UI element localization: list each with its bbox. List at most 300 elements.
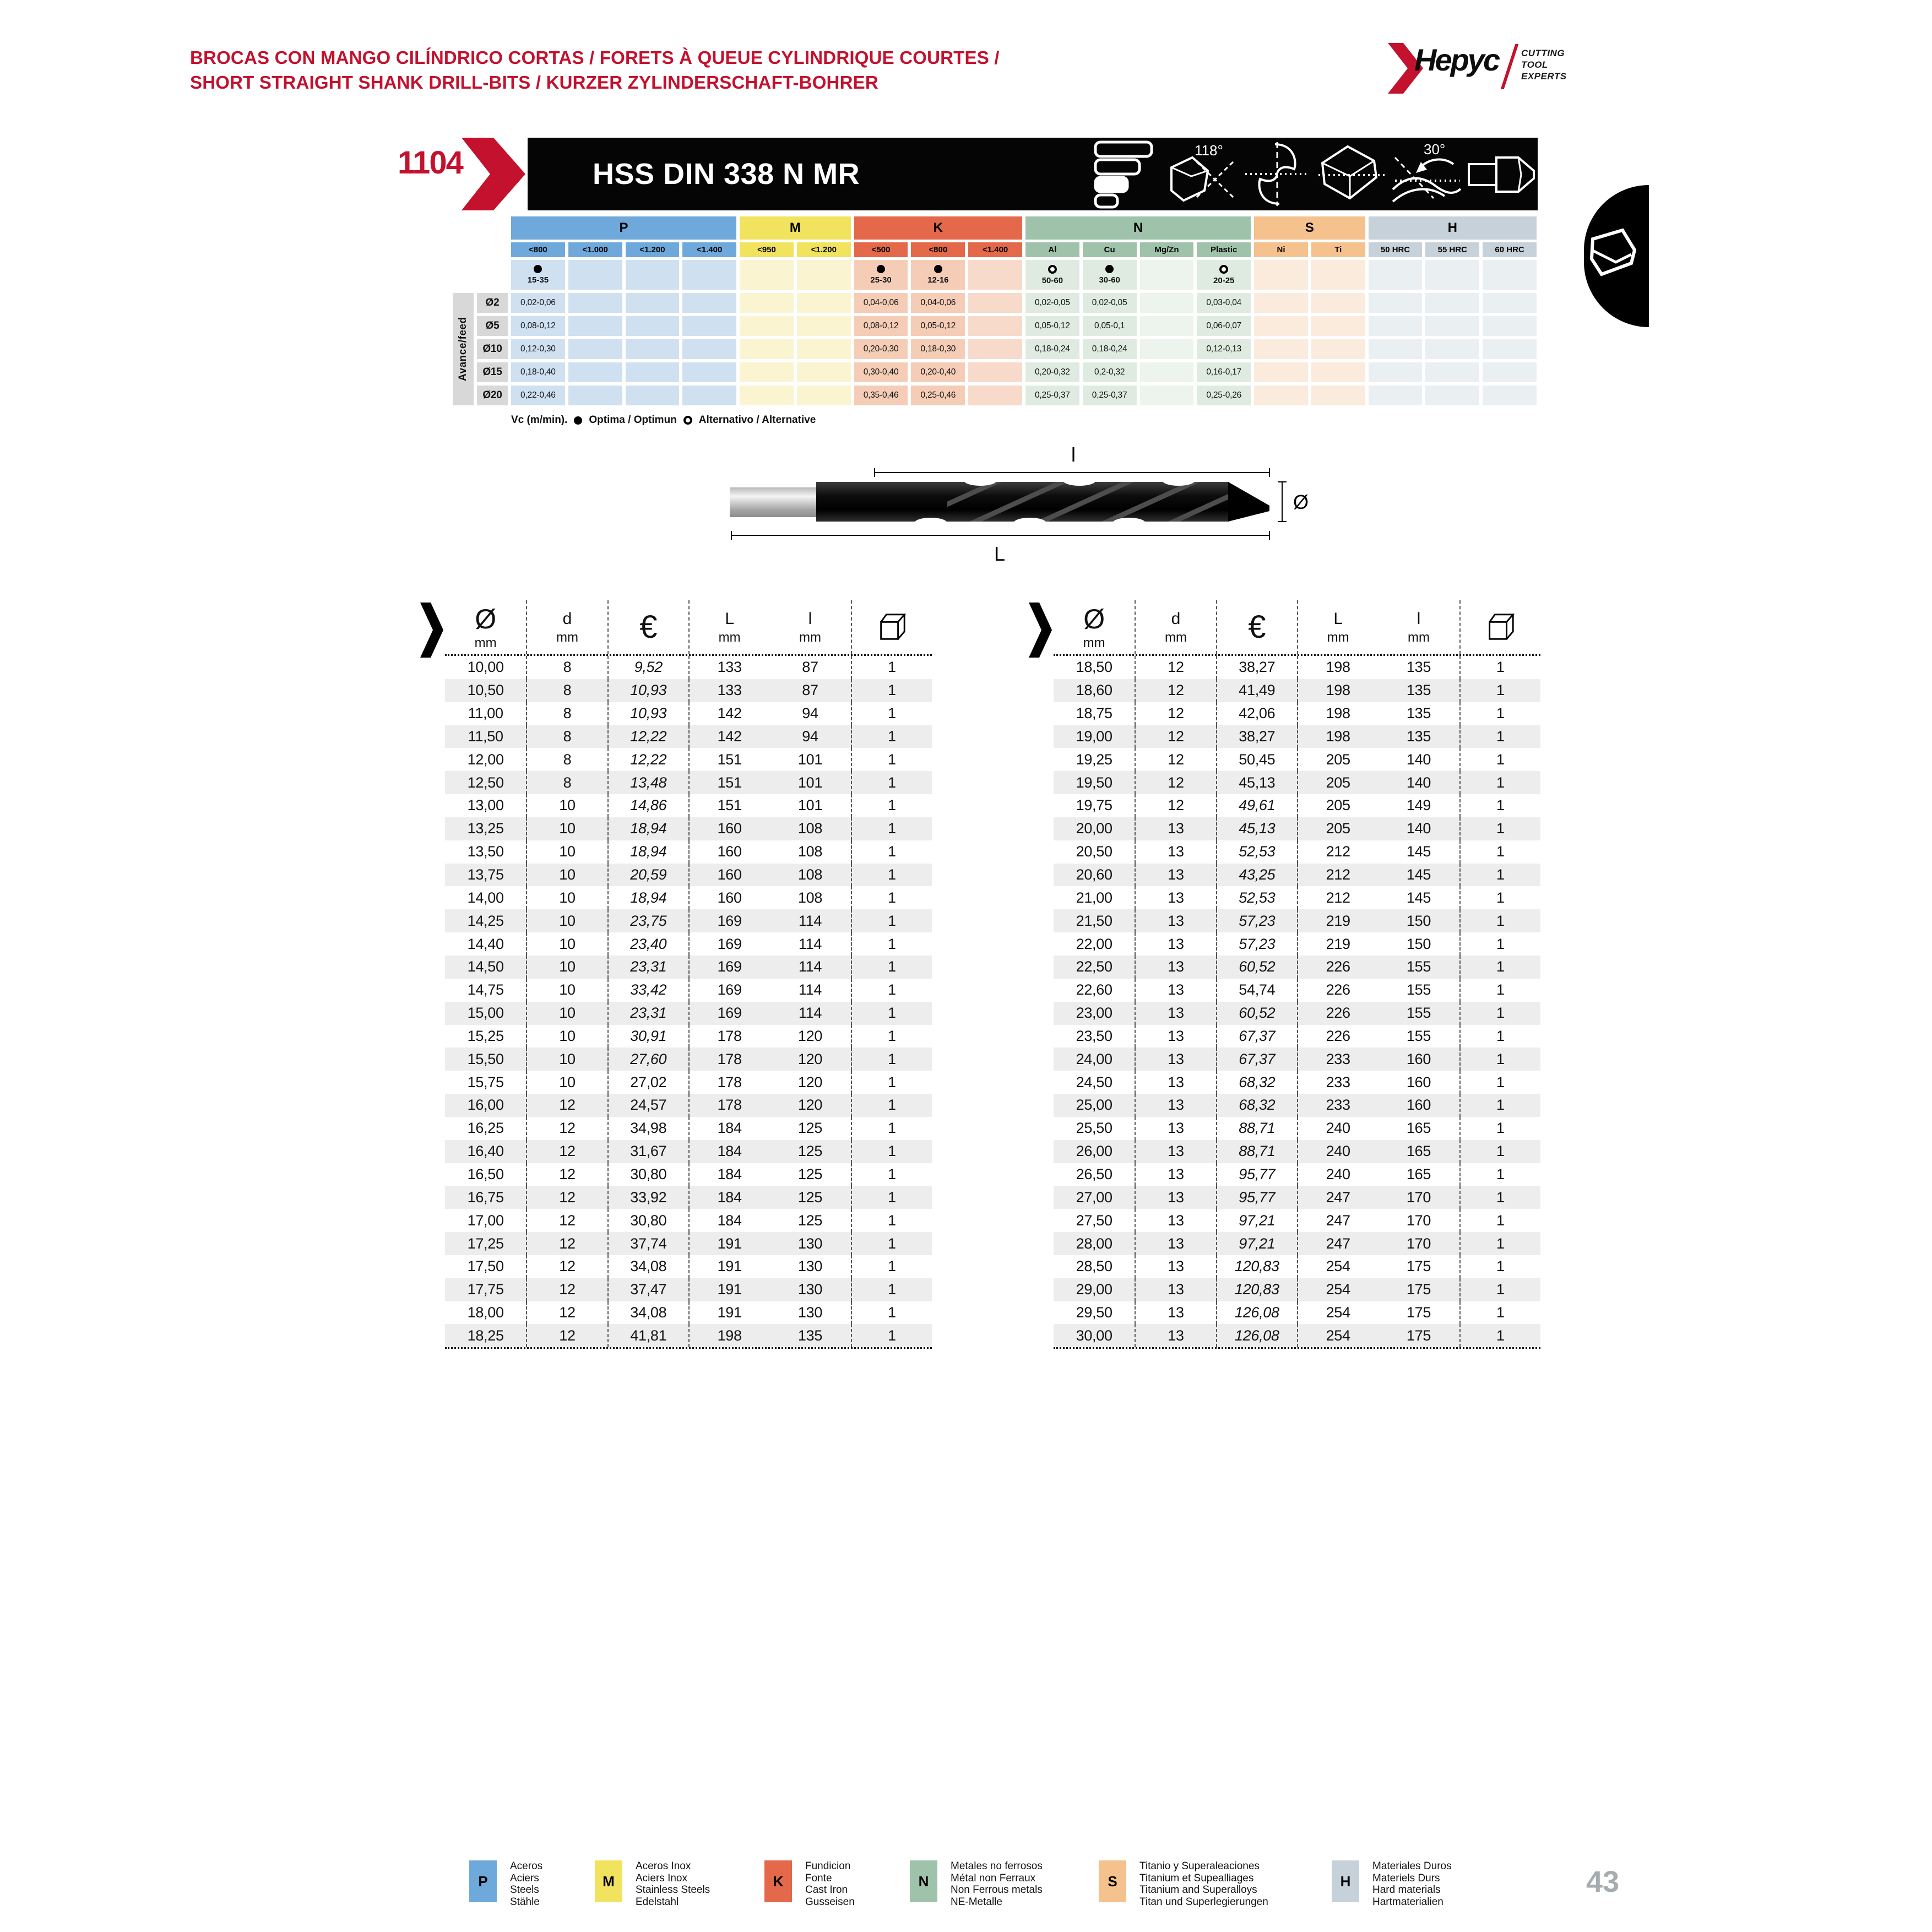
cell-pack-qty: 1: [851, 1278, 932, 1301]
cell-pack-qty: 1: [1459, 771, 1540, 794]
cell-pack-qty: 1: [1459, 1117, 1540, 1140]
cell-pack-qty: 1: [1459, 1186, 1540, 1209]
legend-item: [1099, 1860, 1268, 1908]
cell-diameter: 14,00: [467, 889, 504, 906]
cell-pack-qty: 1: [1459, 932, 1540, 956]
feed-cell: [968, 316, 1022, 336]
table-row: [1054, 1255, 1540, 1278]
cell-pack-qty: 1: [1459, 1278, 1540, 1301]
cell-total-length: 198: [1297, 702, 1378, 725]
feed-cell: [1254, 293, 1308, 313]
cell-total-length: 191: [688, 1278, 769, 1301]
cell-shank: 12: [1135, 748, 1215, 771]
cell-shank: 13: [1135, 1117, 1215, 1140]
table-row: [1054, 840, 1540, 864]
cell-flute-length: 130: [797, 1281, 823, 1298]
feed-cell: [968, 339, 1022, 359]
legend-item: [595, 1860, 710, 1908]
cell-price: 126,08: [1216, 1324, 1297, 1347]
cell-diameter: 15,25: [467, 1027, 504, 1044]
legend-item: [764, 1860, 855, 1908]
cell-pack-qty: 1: [851, 909, 932, 932]
cell-price: 13,48: [607, 771, 688, 794]
cell-shank: 13: [1135, 1163, 1215, 1186]
legend-item: [469, 1860, 542, 1908]
cell-total-length: 151: [688, 794, 769, 817]
box-icon: [1484, 611, 1516, 643]
cell-pack-qty: 1: [1459, 1209, 1540, 1232]
cell-pack-qty: 1: [1459, 817, 1540, 840]
cell-flute-length: 114: [798, 981, 822, 998]
cell-shank: 13: [1135, 1255, 1215, 1278]
table-chevron-icon: [1029, 603, 1052, 658]
product-code: 1104: [398, 145, 463, 181]
product-name: HSS DIN 338 N MR: [593, 158, 860, 191]
cell-flute-length: 155: [1406, 1027, 1431, 1044]
legend-swatch: M: [595, 1860, 622, 1902]
cell-total-length: 219: [1297, 909, 1378, 932]
logo-slash: [1501, 44, 1519, 89]
cell-flute-length: 160: [1406, 1073, 1431, 1090]
cell-flute-length: 135: [1406, 682, 1431, 699]
feed-cell: [1311, 293, 1365, 313]
table-chevron-icon: [420, 603, 443, 658]
catalog-header: [1054, 600, 1540, 656]
cell-pack-qty: 1: [851, 656, 932, 679]
drill-shank: [730, 487, 818, 517]
cell-pack-qty: 1: [1459, 1140, 1540, 1163]
cell-total-length: 191: [688, 1255, 769, 1278]
cell-price: 57,23: [1216, 932, 1297, 956]
cell-diameter: 22,60: [1076, 981, 1112, 998]
cell-total-length: 205: [1297, 771, 1378, 794]
table-row: [445, 1255, 932, 1278]
cell-shank: 12: [526, 1301, 607, 1325]
cell-diameter: 23,50: [1076, 1027, 1112, 1044]
table-row: [1054, 702, 1540, 725]
cell-flute-length: 125: [797, 1165, 823, 1182]
feed-cell: 0,04-0,06: [854, 293, 908, 313]
cell-flute-length: 114: [798, 935, 822, 952]
feed-cell: [568, 339, 622, 359]
brand-logo: [1388, 39, 1597, 99]
cell-price: 88,71: [1216, 1140, 1297, 1163]
cell-shank: 8: [526, 656, 607, 679]
feed-cell: 0,04-0,06: [911, 293, 965, 313]
cell-shank: 10: [526, 1025, 607, 1048]
feed-cell: 0,06-0,07: [1197, 316, 1251, 336]
cell-diameter: 24,00: [1076, 1050, 1112, 1067]
material-subcolumns-row: [511, 242, 1537, 257]
feed-cell: [1483, 339, 1537, 359]
feed-cell: [1483, 316, 1537, 336]
cell-price: 23,31: [607, 1002, 688, 1025]
cell-shank: 10: [526, 956, 607, 979]
logo-tagline: CUTTING TOOL EXPERTS: [1521, 48, 1567, 82]
page-title: [190, 45, 1000, 95]
table-row: [445, 1048, 932, 1071]
feed-cell: [1369, 316, 1423, 336]
vc-cell: [968, 260, 1022, 290]
cell-shank: 12: [526, 1186, 607, 1209]
table-row: [1054, 1186, 1540, 1209]
table-row: [445, 725, 932, 748]
cell-shank: 8: [526, 702, 607, 725]
table-row: [1054, 725, 1540, 748]
legend-swatch: K: [764, 1860, 792, 1902]
cell-shank: 12: [1135, 679, 1215, 702]
table-row: [445, 1117, 932, 1140]
cell-total-length: 212: [1297, 864, 1378, 887]
cell-price: 37,74: [607, 1232, 688, 1255]
hardness-bars-icon: [1091, 138, 1163, 210]
cell-pack-qty: 1: [851, 1071, 932, 1094]
feed-cell: [1254, 316, 1308, 336]
cell-pack-qty: 1: [851, 1002, 932, 1025]
logo-wordmark: Hepyc: [1414, 42, 1499, 77]
cell-flute-length: 120: [797, 1027, 823, 1044]
cell-flute-length: 120: [797, 1073, 823, 1090]
cell-flute-length: 120: [797, 1050, 823, 1067]
cell-price: 67,37: [1216, 1025, 1297, 1048]
feed-cell: [968, 386, 1022, 405]
cell-shank: 10: [526, 1002, 607, 1025]
cell-pack-qty: 1: [1459, 656, 1540, 679]
legend-text: Metales no ferrosos Métal non Ferraux Non Ferrous metals NE-Metalle: [951, 1860, 1043, 1908]
cell-diameter: 10,50: [467, 682, 504, 699]
vc-cell: [1083, 260, 1137, 290]
cell-diameter: 14,50: [467, 958, 504, 975]
cell-diameter: 24,50: [1076, 1073, 1112, 1090]
cell-diameter: 14,25: [467, 912, 504, 929]
cell-diameter: 18,25: [467, 1327, 504, 1344]
table-row: [1054, 956, 1540, 979]
col-header-price: €: [607, 600, 688, 654]
cell-price: 27,02: [607, 1071, 688, 1094]
cell-shank: 12: [526, 1255, 607, 1278]
table-row: [1054, 794, 1540, 817]
flute-length-label: l: [1071, 443, 1076, 466]
col-header-flute-length: l mm: [1408, 609, 1430, 645]
table-row: [445, 1071, 932, 1094]
cell-price: 10,93: [607, 702, 688, 725]
material-subcolumn-header: <1.400: [682, 242, 736, 257]
feed-cell: Ø5: [477, 316, 508, 336]
cell-total-length: 198: [1297, 656, 1378, 679]
cell-flute-length: 149: [1406, 797, 1431, 814]
cell-price: 68,32: [1216, 1071, 1297, 1094]
feed-cell: [682, 386, 736, 405]
cell-price: 68,32: [1216, 1094, 1297, 1117]
feed-cell: [626, 339, 680, 359]
cell-total-length: 169: [688, 1002, 769, 1025]
cell-pack-qty: 1: [851, 864, 932, 887]
cell-price: 88,71: [1216, 1117, 1297, 1140]
cell-diameter: 22,00: [1076, 935, 1112, 952]
cell-shank: 13: [1135, 1301, 1215, 1325]
table-row: [1054, 1278, 1540, 1301]
cell-shank: 12: [526, 1278, 607, 1301]
cell-price: 20,59: [607, 864, 688, 887]
cell-diameter: 12,00: [467, 751, 504, 768]
vc-cell: [1425, 260, 1479, 290]
cutting-data-header: [511, 216, 1537, 290]
cell-pack-qty: 1: [1459, 1255, 1540, 1278]
col-header-pack-qty: [851, 600, 932, 654]
table-row: [445, 794, 932, 817]
feed-cell: 0,12-0,30: [511, 339, 565, 359]
feed-cell: 0,18-0,40: [511, 362, 565, 382]
feed-cell: [626, 293, 680, 313]
cell-diameter: 18,75: [1076, 705, 1112, 722]
vc-cell: [1140, 260, 1194, 290]
legend-text: Aceros Aciers Steels Stähle: [510, 1860, 543, 1908]
point-angle-118-icon: [1166, 138, 1238, 210]
vc-range: 15-35: [527, 275, 549, 285]
cell-total-length: 254: [1297, 1255, 1378, 1278]
cell-total-length: 178: [688, 1025, 769, 1048]
table-row: [445, 1209, 932, 1232]
cell-price: 30,91: [607, 1025, 688, 1048]
feed-rows: [453, 293, 1537, 405]
cell-total-length: 142: [688, 702, 769, 725]
cell-diameter: 16,25: [467, 1120, 504, 1137]
table-row: [445, 1163, 932, 1186]
table-row: [445, 656, 932, 679]
material-group-header: S: [1254, 216, 1365, 240]
cell-price: 67,37: [1216, 1048, 1297, 1071]
cell-shank: 10: [526, 1048, 607, 1071]
cell-price: 30,80: [607, 1209, 688, 1232]
material-subcolumn-header: 50 HRC: [1369, 242, 1423, 257]
vc-cell: [1254, 260, 1308, 290]
feed-cell: [1140, 316, 1194, 336]
cell-flute-length: 175: [1406, 1258, 1431, 1275]
cell-total-length: 160: [688, 817, 769, 840]
alternative-marker-icon: [683, 416, 692, 425]
cell-diameter: 13,75: [467, 866, 504, 883]
feed-cell: 0,18-0,30: [911, 339, 965, 359]
cell-total-length: 219: [1297, 932, 1378, 956]
feed-cell: [1140, 362, 1194, 382]
cell-pack-qty: 1: [1459, 1002, 1540, 1025]
table-row: [1054, 932, 1540, 956]
product-chevron-icon: [462, 138, 525, 210]
table-row: [445, 1002, 932, 1025]
cell-total-length: 233: [1297, 1048, 1378, 1071]
cell-shank: 10: [526, 840, 607, 864]
cell-diameter: 26,00: [1076, 1143, 1112, 1160]
cell-flute-length: 114: [798, 1005, 822, 1022]
cell-diameter: 29,00: [1076, 1281, 1112, 1298]
material-subcolumn-header: <800: [511, 242, 565, 257]
cell-total-length: 191: [688, 1301, 769, 1325]
feed-cell: [797, 386, 851, 405]
cell-diameter: 13,00: [467, 797, 504, 814]
cell-total-length: 247: [1297, 1186, 1378, 1209]
cell-price: 95,77: [1216, 1163, 1297, 1186]
feed-cell: 0,2-0,32: [1083, 362, 1137, 382]
cell-total-length: 169: [688, 979, 769, 1002]
cell-price: 30,80: [607, 1163, 688, 1186]
table-row: [445, 771, 932, 794]
cell-total-length: 254: [1297, 1278, 1378, 1301]
feed-cell: 0,18-0,24: [1083, 339, 1137, 359]
cell-total-length: 184: [688, 1186, 769, 1209]
cell-flute-length: 135: [1406, 728, 1431, 745]
cell-total-length: 247: [1297, 1232, 1378, 1255]
feed-cell: [1483, 386, 1537, 405]
cell-shank: 10: [526, 979, 607, 1002]
cell-flute-length: 94: [802, 728, 818, 745]
cell-diameter: 20,60: [1076, 866, 1112, 883]
total-length-label: L: [994, 542, 1006, 565]
cell-price: 52,53: [1216, 840, 1297, 864]
cell-pack-qty: 1: [1459, 840, 1540, 864]
edge-tab-drill-icon: [1589, 219, 1637, 293]
vc-range: 30-60: [1099, 275, 1120, 285]
cell-price: 34,98: [607, 1117, 688, 1140]
cell-pack-qty: 1: [851, 1255, 932, 1278]
cell-diameter: 11,00: [468, 705, 503, 722]
diameter-dim: [1278, 482, 1287, 522]
cell-diameter: 15,50: [467, 1050, 504, 1067]
vc-cell: [1197, 260, 1251, 290]
cell-shank: 13: [1135, 1048, 1215, 1071]
feed-cell: 0,35-0,46: [854, 386, 908, 405]
table-row: [1054, 1324, 1540, 1347]
material-subcolumn-header: <1.400: [968, 242, 1022, 257]
cell-shank: 13: [1135, 1209, 1215, 1232]
helix-angle-30-icon: [1391, 138, 1463, 210]
legend-swatch: N: [910, 1860, 937, 1902]
table-row: [1054, 1232, 1540, 1255]
table-row: [1054, 979, 1540, 1002]
cell-total-length: 184: [688, 1140, 769, 1163]
table-row: [1054, 1301, 1540, 1325]
col-header-flute-length: l mm: [799, 609, 821, 645]
catalog-header: [445, 600, 932, 656]
feed-cell: [797, 316, 851, 336]
col-header-total-length: L mm: [688, 600, 769, 654]
feed-cell: 0,05-0,12: [1025, 316, 1079, 336]
feed-cell: 0,30-0,40: [854, 362, 908, 382]
vc-marker-icon: [1219, 265, 1228, 274]
cell-flute-length: 155: [1406, 958, 1431, 975]
material-subcolumn-header: <800: [911, 242, 965, 257]
feed-cell: Ø15: [477, 362, 508, 382]
feed-cell: 0,25-0,37: [1083, 386, 1137, 405]
vc-note-prefix: Vc (m/min).: [511, 414, 568, 426]
cell-shank: 8: [526, 725, 607, 748]
material-group-header: H: [1369, 216, 1537, 240]
cell-diameter: 15,00: [467, 1005, 504, 1022]
cell-flute-length: 101: [797, 751, 823, 768]
cell-shank: 12: [526, 1324, 607, 1347]
material-subcolumn-header: Al: [1025, 242, 1079, 257]
feed-cell: [1425, 316, 1479, 336]
cell-price: 97,21: [1216, 1232, 1297, 1255]
cell-pack-qty: 1: [1459, 1301, 1540, 1325]
table-row: [1054, 886, 1540, 909]
vc-cell: [568, 260, 622, 290]
material-group-header: N: [1025, 216, 1251, 240]
feed-cell: [1425, 339, 1479, 359]
feed-cell: [568, 386, 622, 405]
cell-total-length: 184: [688, 1117, 769, 1140]
cell-diameter: 13,25: [467, 820, 504, 837]
cell-flute-length: 175: [1406, 1327, 1431, 1344]
cell-total-length: 212: [1297, 840, 1378, 864]
feed-cell: 0,25-0,26: [1197, 386, 1251, 405]
legend-item: [1332, 1860, 1452, 1908]
cell-flute-length: 125: [797, 1188, 823, 1206]
cutting-data-table: [453, 216, 1537, 426]
cell-shank: 13: [1135, 1278, 1215, 1301]
cell-diameter: 19,50: [1076, 774, 1112, 791]
material-subcolumn-header: <950: [740, 242, 794, 257]
vc-cell: [682, 260, 736, 290]
table-row: [1054, 817, 1540, 840]
table-row: [1054, 1163, 1540, 1186]
vc-range: 12-16: [927, 275, 949, 285]
cell-flute-length: 155: [1406, 1005, 1431, 1022]
material-subcolumn-header: Ni: [1254, 242, 1308, 257]
material-subcolumn-header: 60 HRC: [1483, 242, 1537, 257]
feed-cell: [1311, 316, 1365, 336]
cell-price: 23,40: [607, 932, 688, 956]
cell-flute-length: 114: [798, 912, 822, 929]
cell-shank: 12: [526, 1163, 607, 1186]
vc-marker-icon: [877, 265, 885, 273]
cell-pack-qty: 1: [1459, 909, 1540, 932]
cell-shank: 13: [1135, 886, 1215, 909]
vc-range: 50-60: [1041, 275, 1063, 285]
feed-cell: 0,25-0,46: [911, 386, 965, 405]
cell-price: 34,08: [607, 1255, 688, 1278]
cell-flute-length: 150: [1406, 935, 1431, 952]
cell-price: 43,25: [1216, 864, 1297, 887]
feed-cell: 0,05-0,1: [1083, 316, 1137, 336]
table-row: [445, 1094, 932, 1117]
cell-diameter: 16,50: [467, 1165, 504, 1182]
feed-cell: 0,22-0,46: [511, 386, 565, 405]
cell-pack-qty: 1: [851, 956, 932, 979]
cell-flute-length: 108: [797, 866, 823, 883]
cell-pack-qty: 1: [1459, 1048, 1540, 1071]
cell-flute-length: 145: [1406, 843, 1431, 860]
cell-shank: 13: [1135, 1232, 1215, 1255]
svg-text:118°: 118°: [1195, 142, 1223, 159]
cell-pack-qty: 1: [851, 1324, 932, 1347]
cell-price: 10,93: [607, 679, 688, 702]
col-header-total-length: L mm: [1297, 600, 1378, 654]
cell-diameter: 20,50: [1076, 843, 1112, 860]
cell-price: 31,67: [607, 1140, 688, 1163]
cell-total-length: 205: [1297, 817, 1378, 840]
feed-cell: [626, 316, 680, 336]
cell-flute-length: 87: [802, 659, 818, 676]
cylindrical-shank-icon: [1466, 138, 1538, 210]
cell-total-length: 247: [1297, 1209, 1378, 1232]
material-subcolumn-header: Cu: [1083, 242, 1137, 257]
cell-pack-qty: 1: [1459, 1232, 1540, 1255]
cell-total-length: 191: [688, 1232, 769, 1255]
vc-cell: [1025, 260, 1079, 290]
cell-price: 54,74: [1216, 979, 1297, 1002]
table-row: [445, 864, 932, 887]
cell-price: 57,23: [1216, 909, 1297, 932]
